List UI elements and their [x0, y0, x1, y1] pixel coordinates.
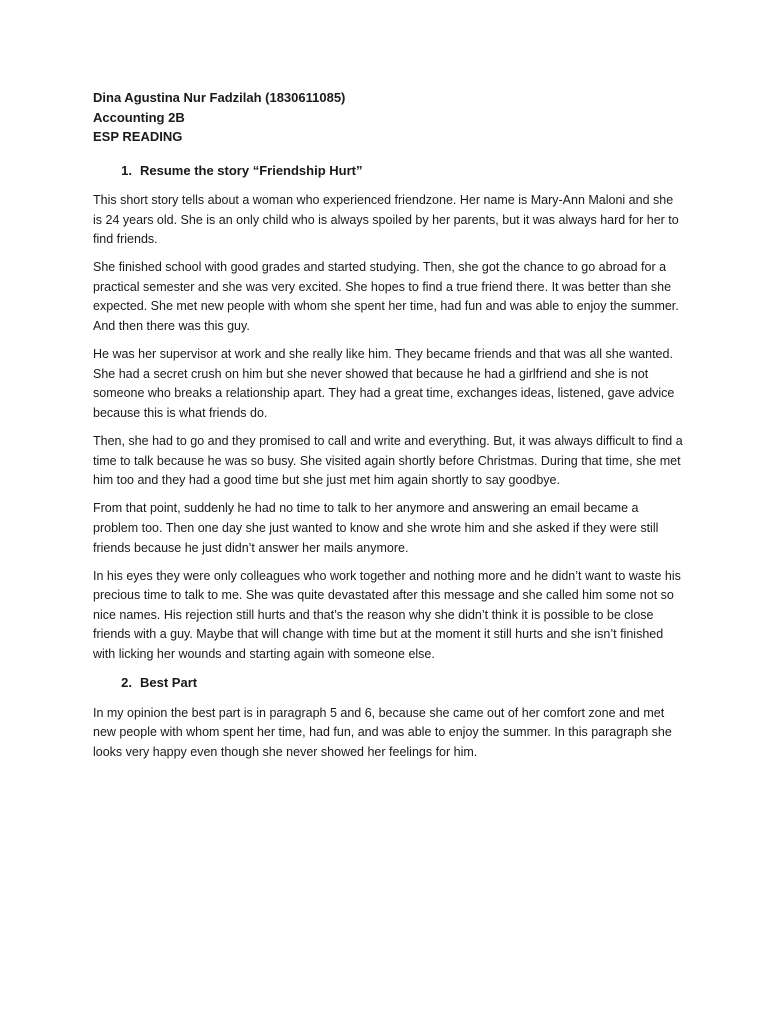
paragraph: She finished school with good grades and started studying. Then, she got the chance to go abroad for a practical semester and she was very excited. She hopes to find a true friend there. It was better than she expected. She met new people with whom she spent her time, had fun and was able to enjoy the summer. And then there was this guy.: [93, 260, 679, 334]
paragraph: Then, she had to go and they promised to call and write and everything. But, it was always difficult to find a time to talk because he was so busy. She visited again shortly before Christmas. During that time, she met him too and they had a good time but she just met him again shortly to say goodbye.: [93, 434, 683, 488]
section-title: Best Part: [140, 675, 198, 691]
section-title: Resume the story “Friendship Hurt”: [140, 162, 363, 178]
paragraph: In his eyes they were only colleagues who work together and nothing more and he didn’t want to waste his precious time to talk to me. She was quite devastated after this message and she called him some not so nice names. His rejection still hurts and that’s the reason why she didn’t think it is possible to be close friends with a guy. Maybe that will change with time but at the moment it still hurts and she isn’t finished with licking her wounds and starting again with someone else.: [93, 568, 681, 661]
paragraph: In my opinion the best part is in paragraph 5 and 6, because she came out of her comfort zone and met new people with whom spent her time, had fun, and was able to enjoy the summer. In this paragraph she looks very happy even though she never showed her feelings for him.: [93, 705, 672, 759]
section-heading-best-part: [93, 673, 683, 693]
paragraph: He was her supervisor at work and she really like him. They became friends and that was all she wanted. She had a secret crush on him but she never showed that because he had a girlfriend and she is not someone who breaks a relationship apart. They had a great time, exchanges ideas, listened, gave advice because this is what friends do.: [93, 347, 675, 420]
class-line: Accounting 2B: [93, 109, 185, 125]
section-number: 1.: [121, 162, 132, 178]
paragraph: This short story tells about a woman who experienced friendzone. Her name is Mary-Ann Maloni and she is 24 years old. She is an only child who is always spoiled by her parents, but it was always hard for her to find friends.: [93, 193, 679, 247]
section-heading-resume: [93, 161, 683, 181]
author-line: Dina Agustina Nur Fadzilah (1830611085): [93, 90, 346, 105]
paragraph: From that point, suddenly he had no time to talk to her anymore and answering an email became a problem too. Then one day she just wanted to know and she wrote him and she asked if they were still friends because he just didn’t answer her mails anymore.: [93, 501, 659, 555]
course-line: ESP READING: [93, 129, 183, 144]
document-body: [93, 88, 683, 771]
section-number: 2.: [121, 675, 132, 691]
